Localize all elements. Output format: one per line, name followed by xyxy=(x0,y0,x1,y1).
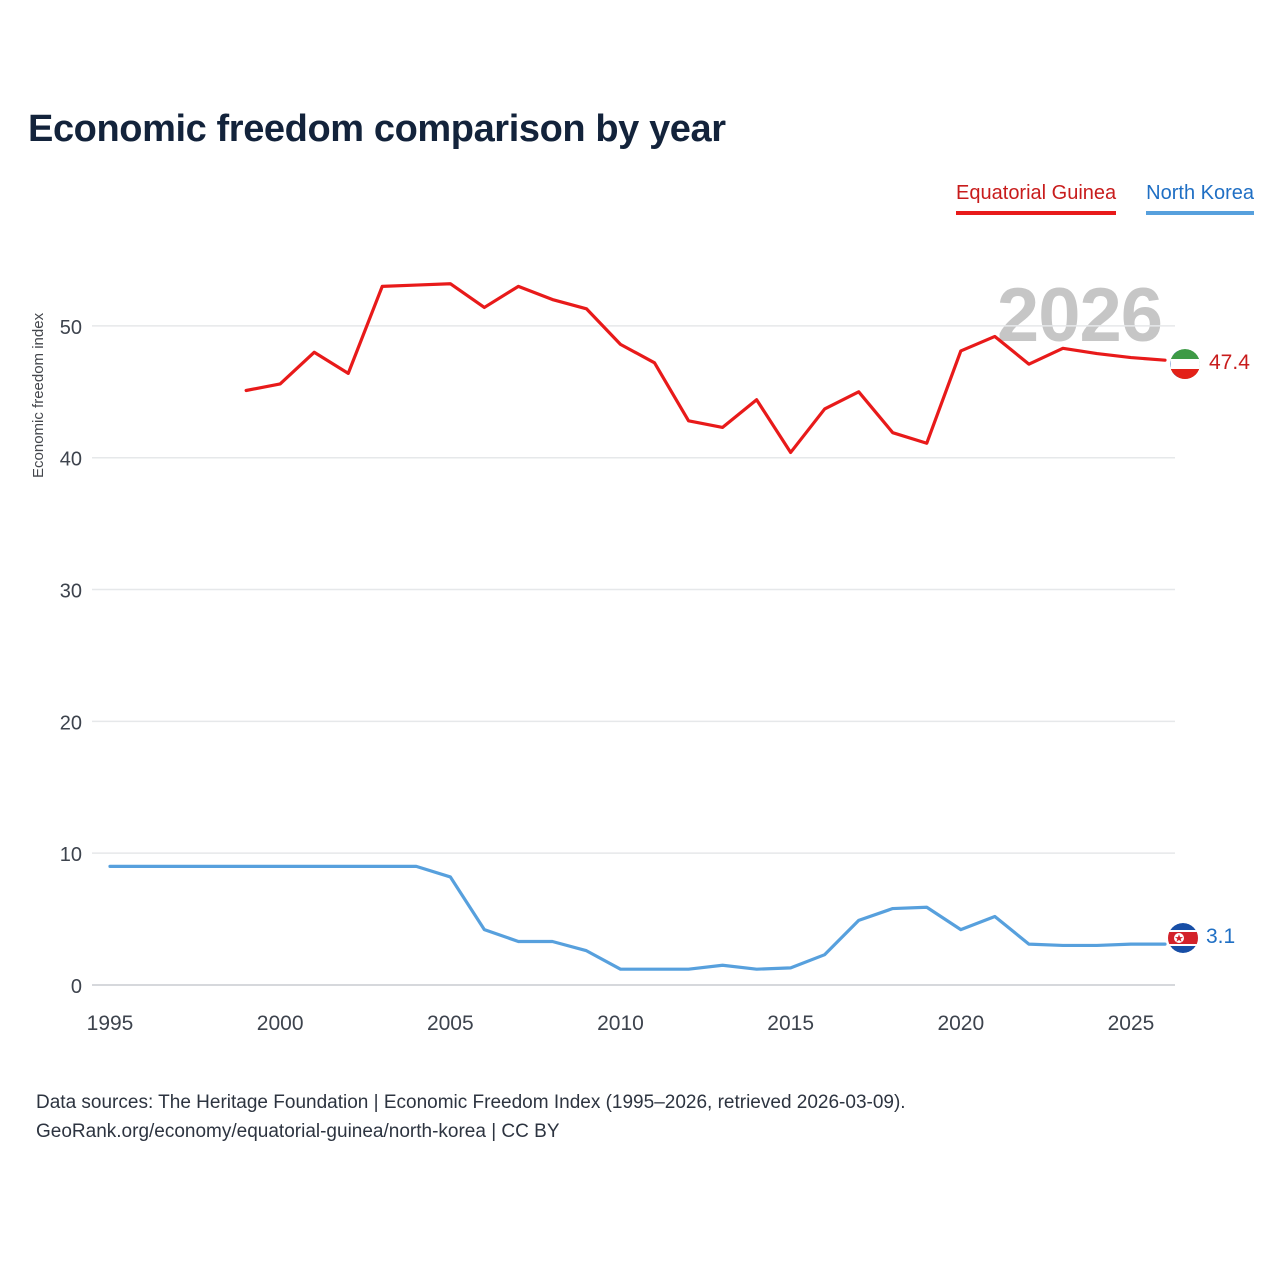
y-tick-label: 50 xyxy=(59,316,82,339)
x-tick-label: 2020 xyxy=(937,1012,985,1035)
x-tick-label: 2000 xyxy=(256,1012,304,1035)
footer-line-1: Data sources: The Heritage Foundation | Economic Freedom Index (1995–2026, retrieved 2026-03-09). xyxy=(36,1092,906,1113)
end-value-equatorial-guinea: 47.4 xyxy=(1209,351,1250,374)
x-tick-label: 1995 xyxy=(86,1012,134,1035)
flag-equatorial-guinea-icon xyxy=(1170,349,1200,379)
line-chart xyxy=(0,240,1280,1050)
y-axis-label: Economic freedom index xyxy=(30,312,47,478)
series-line-equatorial-guinea xyxy=(246,284,1165,453)
y-tick-label: 0 xyxy=(70,976,82,998)
chart-plot-area xyxy=(0,240,1280,1050)
page-title: Economic freedom comparison by year xyxy=(28,108,726,150)
y-tick-label: 20 xyxy=(59,712,82,735)
chart-legend xyxy=(956,182,1254,215)
legend-item-north-korea[interactable]: North Korea xyxy=(1146,182,1254,215)
series-line-north-korea xyxy=(110,866,1165,969)
y-tick-label: 10 xyxy=(59,844,82,867)
x-tick-label: 2010 xyxy=(597,1012,644,1035)
current-year-annotation: 2026 xyxy=(996,273,1162,358)
y-tick-label: 40 xyxy=(59,448,82,471)
x-tick-label: 2015 xyxy=(767,1012,815,1035)
chart-footer xyxy=(36,1088,906,1147)
footer-line-2: GeoRank.org/economy/equatorial-guinea/north-korea | CC BY xyxy=(36,1121,560,1143)
x-tick-label: 2005 xyxy=(426,1012,474,1035)
flag-north-korea-icon xyxy=(1168,923,1198,953)
x-tick-label: 2025 xyxy=(1107,1012,1155,1035)
legend-item-equatorial-guinea[interactable]: Equatorial Guinea xyxy=(956,182,1116,215)
end-value-north-korea: 3.1 xyxy=(1206,925,1236,948)
y-tick-label: 30 xyxy=(59,580,82,603)
